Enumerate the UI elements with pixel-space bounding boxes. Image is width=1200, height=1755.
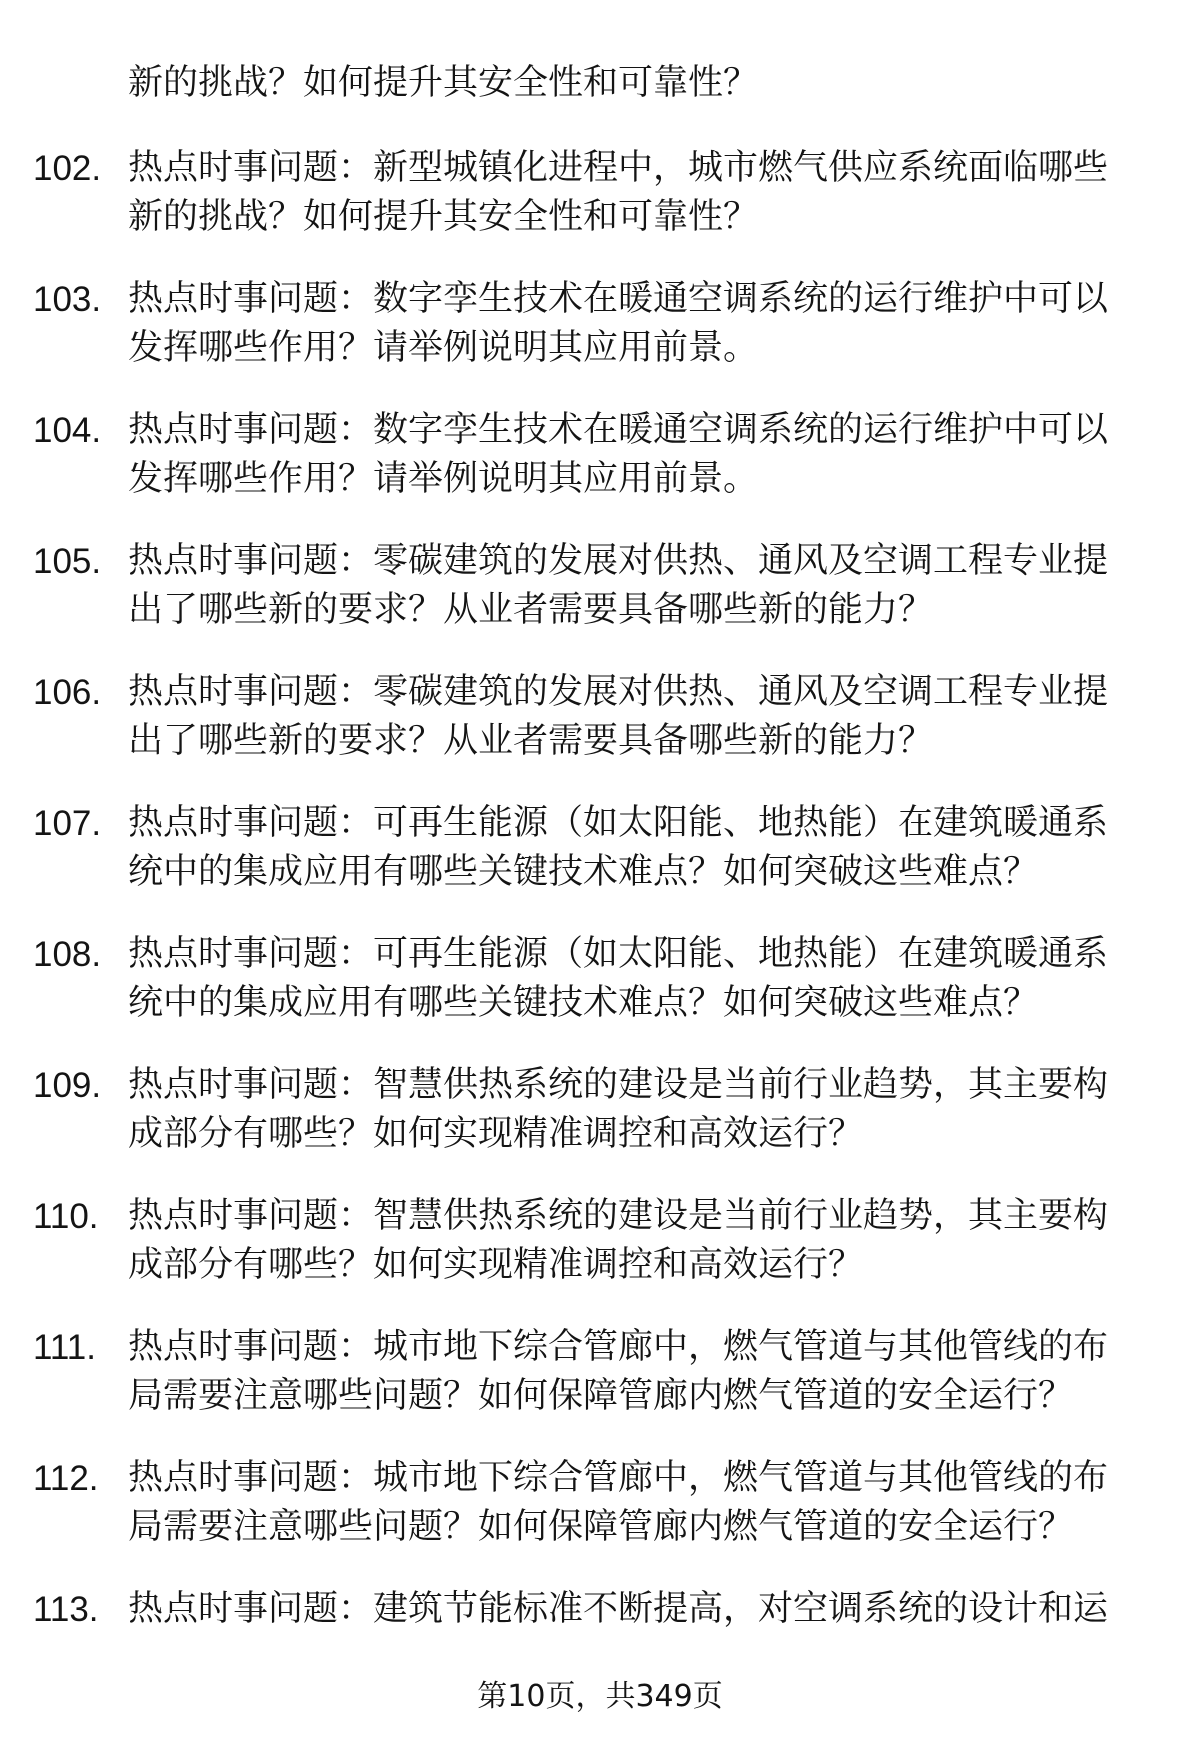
- question-number: 103.: [33, 280, 102, 319]
- question-line: 热点时事问题：城市地下综合管廊中，燃气管道与其他管线的布: [128, 1458, 1109, 1498]
- question-line: 热点时事问题：数字孪生技术在暖通空调系统的运行维护中可以: [128, 410, 1109, 450]
- question-line: 热点时事问题：可再生能源（如太阳能、地热能）在建筑暖通系: [128, 803, 1109, 843]
- question-line: 发挥哪些作用？请举例说明其应用前景。: [128, 328, 759, 368]
- question-line: 统中的集成应用有哪些关键技术难点？如何突破这些难点？: [128, 852, 1039, 892]
- question-text: [128, 1192, 1168, 1290]
- question-number: 109.: [33, 1066, 102, 1105]
- question-item: [0, 930, 1200, 1028]
- page-footer: 第10页，共349页: [477, 1679, 723, 1714]
- question-line: 热点时事问题：可再生能源（如太阳能、地热能）在建筑暖通系: [128, 934, 1109, 974]
- question-item: [0, 1454, 1200, 1552]
- question-text: [128, 1454, 1168, 1552]
- question-text: [128, 1061, 1168, 1159]
- question-text: [128, 930, 1168, 1028]
- question-line: 热点时事问题：城市地下综合管廊中，燃气管道与其他管线的布: [128, 1327, 1109, 1367]
- question-number: 108.: [33, 935, 102, 974]
- question-item: [0, 406, 1200, 504]
- question-text: [128, 1323, 1168, 1421]
- question-text: [128, 537, 1168, 635]
- question-item: [0, 144, 1200, 242]
- question-number: 104.: [33, 411, 102, 450]
- question-text: [128, 406, 1168, 504]
- question-line: 成部分有哪些？如何实现精准调控和高效运行？: [128, 1114, 864, 1154]
- question-item: [0, 537, 1200, 635]
- question-text: [128, 799, 1168, 897]
- question-line: 局需要注意哪些问题？如何保障管廊内燃气管道的安全运行？: [128, 1507, 1074, 1547]
- question-line: 热点时事问题：智慧供热系统的建设是当前行业趋势，其主要构: [128, 1196, 1109, 1236]
- question-item: [0, 799, 1200, 897]
- question-item: [0, 668, 1200, 766]
- question-line: 局需要注意哪些问题？如何保障管廊内燃气管道的安全运行？: [128, 1376, 1074, 1416]
- question-line: 出了哪些新的要求？从业者需要具备哪些新的能力？: [128, 721, 934, 761]
- question-line: 出了哪些新的要求？从业者需要具备哪些新的能力？: [128, 590, 934, 630]
- question-number: 112.: [33, 1459, 99, 1498]
- question-text: [128, 144, 1168, 242]
- question-number: 105.: [33, 542, 102, 581]
- question-line: 统中的集成应用有哪些关键技术难点？如何突破这些难点？: [128, 983, 1039, 1023]
- question-text: [128, 1585, 1168, 1634]
- question-line: 热点时事问题：智慧供热系统的建设是当前行业趋势，其主要构: [128, 1065, 1109, 1105]
- question-continuation: [0, 59, 1200, 108]
- question-item: [0, 1585, 1200, 1634]
- question-line: 热点时事问题：数字孪生技术在暖通空调系统的运行维护中可以: [128, 279, 1109, 319]
- question-text: [128, 275, 1168, 373]
- question-text: [128, 668, 1168, 766]
- question-line: 新的挑战？如何提升其安全性和可靠性？: [128, 63, 759, 103]
- question-number: 113.: [33, 1590, 99, 1629]
- question-line: 热点时事问题：零碳建筑的发展对供热、通风及空调工程专业提: [128, 541, 1109, 581]
- question-number: 107.: [33, 804, 102, 843]
- question-line: 热点时事问题：建筑节能标准不断提高，对空调系统的设计和运: [128, 1589, 1109, 1629]
- question-item: [0, 1061, 1200, 1159]
- question-item: [0, 275, 1200, 373]
- question-line: 热点时事问题：零碳建筑的发展对供热、通风及空调工程专业提: [128, 672, 1109, 712]
- question-line: 新的挑战？如何提升其安全性和可靠性？: [128, 197, 759, 237]
- question-number: 110.: [33, 1197, 99, 1236]
- question-line: 热点时事问题：新型城镇化进程中，城市燃气供应系统面临哪些: [128, 148, 1109, 188]
- question-number: 102.: [33, 149, 102, 188]
- question-item: [0, 1323, 1200, 1421]
- question-item: [0, 1192, 1200, 1290]
- question-number: 111.: [33, 1328, 96, 1367]
- question-number: 106.: [33, 673, 102, 712]
- question-text: [128, 59, 1168, 108]
- question-line: 发挥哪些作用？请举例说明其应用前景。: [128, 459, 759, 499]
- question-line: 成部分有哪些？如何实现精准调控和高效运行？: [128, 1245, 864, 1285]
